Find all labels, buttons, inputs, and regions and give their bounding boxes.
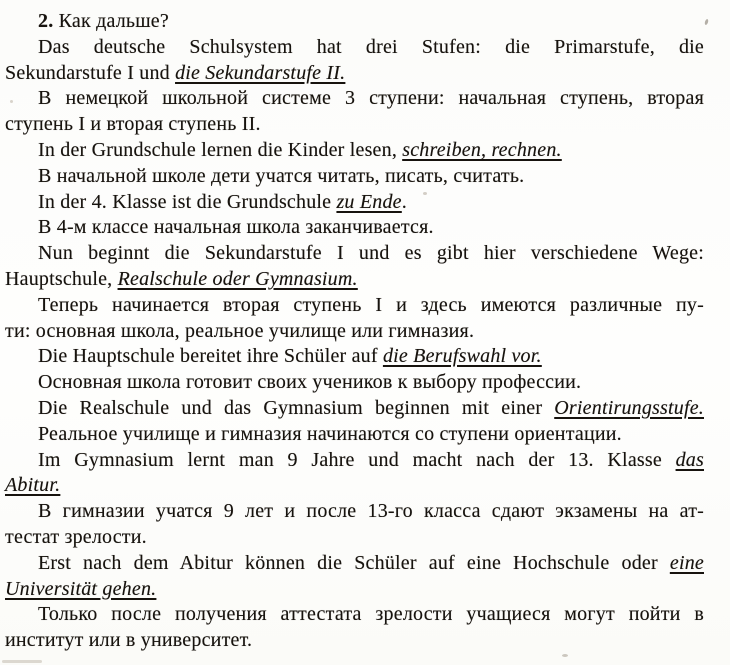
text-segment: Только после получения аттестата зрелости учащиеся могут пойти в: [38, 603, 704, 626]
underlined-phrase: schreiben, rechnen.: [402, 138, 562, 161]
text-line: [5, 628, 704, 654]
underlined-phrase: eine: [669, 551, 704, 574]
underlined-phrase: Universität gehen.: [5, 577, 157, 600]
text-line: [5, 190, 704, 216]
text-segment: В 4-м классе начальная школа заканчивается.: [38, 216, 434, 239]
text-line: [5, 448, 704, 474]
text-block: [5, 9, 704, 654]
underlined-phrase: die Berufswahl vor.: [382, 345, 542, 368]
text-line: [5, 473, 704, 499]
text-segment: Nun beginnt die Sekundarstufe I und es gibt hier verschiedene Wege:: [38, 242, 704, 265]
text-line: [5, 35, 704, 61]
scan-speck: [704, 19, 709, 26]
text-segment: ступень I и вторая ступень II.: [5, 113, 261, 136]
text-line: [5, 61, 704, 87]
text-line: [5, 602, 704, 628]
underlined-phrase: Realschule oder Gymnasium.: [117, 267, 358, 290]
underlined-phrase: Abitur.: [5, 474, 61, 497]
text-line: [5, 422, 704, 448]
text-segment: Die Realschule und das Gymnasium beginnen mit einer: [38, 396, 555, 419]
underlined-phrase: die Sekundarstufe II.: [175, 61, 346, 84]
text-line: [5, 164, 704, 190]
text-line: [5, 551, 704, 577]
text-line: [5, 267, 704, 293]
text-segment: Основная школа готовит своих учеников к выбору профессии.: [38, 371, 582, 394]
text-segment: В гимназии учатся 9 лет и после 13-го класса сдают экзамены на ат-: [38, 500, 704, 523]
underlined-phrase: Orientirungsstufe.: [554, 396, 704, 419]
text-segment: Реальное училище и гимназия начинаются со ступени ориентации.: [38, 422, 622, 445]
text-line: [5, 112, 704, 138]
underlined-phrase: das: [675, 448, 704, 471]
text-segment: Теперь начинается вторая ступень I и здесь имеются различные пу-: [38, 293, 704, 316]
exercise-number: 2.: [38, 10, 54, 32]
text-segment: ти: основная школа, реальное училище или гимназия.: [5, 319, 475, 342]
text-segment: Im Gymnasium lernt man 9 Jahre und macht nach der 13. Klasse: [38, 448, 676, 471]
scan-speck: [2, 660, 42, 663]
text-line: [5, 577, 704, 603]
text-line: [5, 370, 704, 396]
text-segment: .: [401, 190, 407, 213]
text-segment: Die Hauptschule bereitet ihre Schüler auf: [38, 345, 383, 368]
scan-speck: [562, 654, 568, 657]
text-segment: Как дальше?: [53, 10, 169, 32]
text-segment: In der Grundschule lernen die Kinder lesen,: [38, 138, 403, 161]
underlined-phrase: zu Ende: [336, 190, 402, 213]
text-line: [5, 9, 704, 35]
text-line: [5, 293, 704, 319]
text-line: [5, 319, 704, 345]
text-line: [5, 344, 704, 370]
text-line: [5, 396, 704, 422]
text-line: [5, 215, 704, 241]
text-segment: В немецкой школьной системе 3 ступени: начальная ступень, вторая: [38, 87, 704, 110]
text-segment: Erst nach dem Abitur können die Schüler auf eine Hochschule oder: [38, 551, 670, 574]
text-line: [5, 241, 704, 267]
text-line: [5, 86, 704, 112]
text-segment: институт или в университет.: [5, 629, 253, 652]
text-line: [5, 138, 704, 164]
text-segment: Das deutsche Schulsystem hat drei Stufen: die Primarstufe, die: [38, 35, 704, 58]
text-segment: Hauptschule,: [5, 267, 118, 290]
text-line: [5, 499, 704, 525]
text-segment: тестат зрелости.: [5, 525, 147, 548]
text-line: [5, 525, 704, 551]
text-segment: In der 4. Klasse ist die Grundschule: [38, 190, 337, 213]
text-segment: В начальной школе дети учатся читать, писать, считать.: [38, 164, 525, 187]
text-segment: Sekundarstufe I und: [5, 61, 176, 84]
